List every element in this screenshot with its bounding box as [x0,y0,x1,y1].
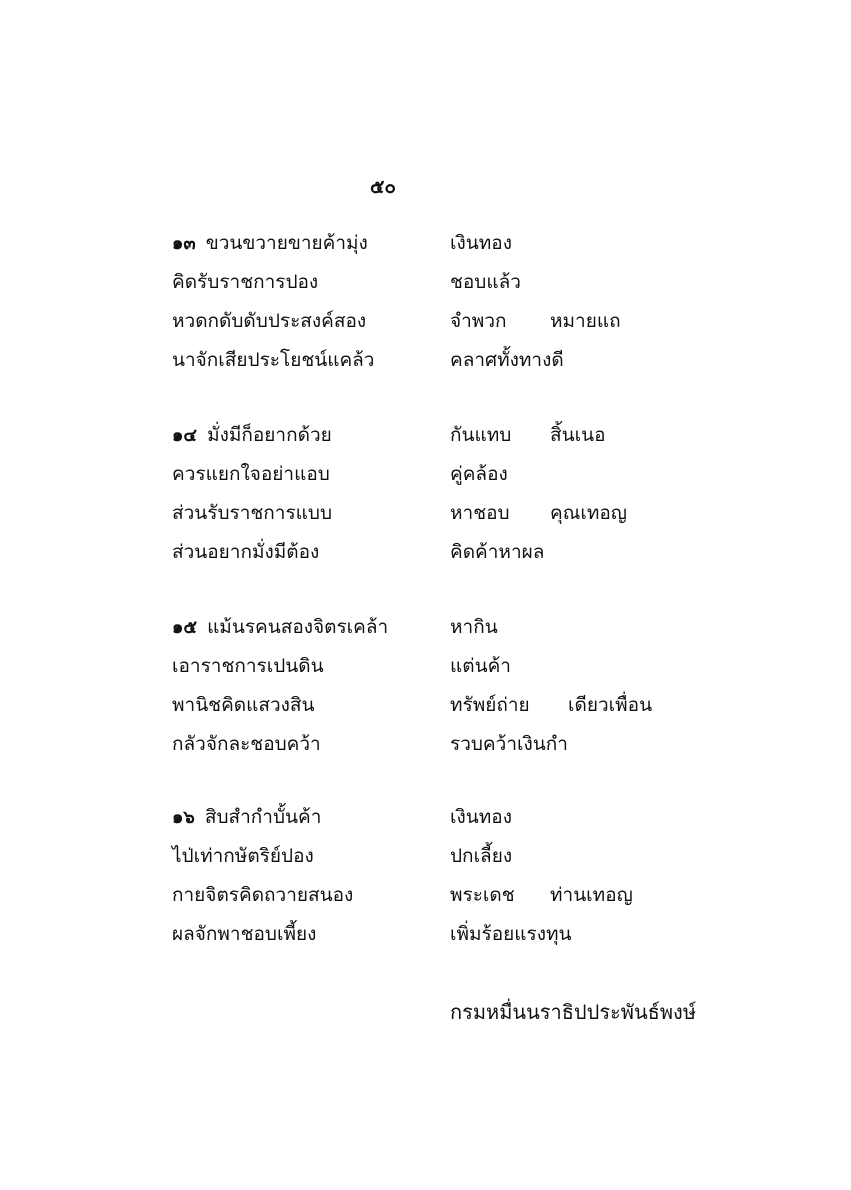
verse-second-half: ปกเลี้ยง [450,845,513,867]
verse-line [172,647,732,686]
verse-line [172,494,732,533]
verse-second-half: จำพวก [450,310,507,332]
stanza-number: ๑๕ [172,617,198,638]
verse-first-half [172,224,368,263]
verse-second-half: กันแทบ [450,424,512,446]
verse-second-half: หากิน [450,616,498,638]
verse-first-half: ส่วนอยากมั่งมีต้อง [172,541,320,563]
verse-first-half: พานิชคิดแสวงสิน [172,694,315,716]
verse-first-half: นาจักเสียประโยชน์แคล้ว [172,349,375,371]
stanza-number: ๑๓ [172,233,196,254]
verse-first-half [172,798,321,837]
verse-line [172,837,732,876]
verse-first-half [172,608,388,647]
verse-text: มั่งมีก็อยากด้วย [207,424,332,446]
verse-line [172,608,732,647]
verse-second-half: คิดค้าหาผล [450,541,545,563]
verse-second-half: เงินทอง [450,232,512,254]
verse-second-half: พระเดช [450,884,515,906]
verse-line [172,876,732,915]
verse-line [172,798,732,837]
verse-second-half: คลาศทั้งทางดี [450,349,564,371]
verse-second-half: เงินทอง [450,806,512,828]
verse-second-half: รวบคว้าเงินกำ [450,733,568,755]
verse-text: ขวนขวายขายค้ามุ่ง [205,232,368,254]
verse-second-half: ทรัพย์ถ่าย [450,694,530,716]
stanza-number: ๑๖ [172,807,195,828]
verse-line [172,224,732,263]
author-signature: กรมหมื่นนราธิปประพันธ์พงษ์ [450,1000,696,1024]
stanza-number: ๑๔ [172,425,198,446]
verse-line [172,263,732,302]
stanza [172,608,732,764]
verse-first-half: ผลจักพาชอบเพี้ยง [172,923,317,945]
page-number: ๕๐ [370,176,396,198]
verse-line [172,341,732,380]
verse-first-half: กลัวจักละชอบคว้า [172,733,321,755]
verse-line [172,686,732,725]
verse-second-half: หาชอบ [450,502,510,524]
verse-text: แม้นรคนสองจิตรเคล้า [207,616,389,638]
verse-line [172,302,732,341]
verse-first-half [172,416,332,455]
stanza [172,224,732,380]
verse-second-half: คู่คล้อง [450,463,508,485]
stanza [172,798,732,954]
verse-line [172,533,732,572]
verse-third-part: คุณเทอญ [550,502,627,524]
stanza [172,416,732,572]
verse-third-part: หมายแถ [550,310,621,332]
verse-line [172,455,732,494]
verse-line [172,725,732,764]
verse-third-part: เดียวเพื่อน [568,694,653,716]
verse-third-part: ท่านเทอญ [550,884,633,906]
verse-first-half: กายจิตรคิดถวายสนอง [172,884,354,906]
verse-first-half: เอาราชการเปนดิน [172,655,324,677]
verse-text: สิบสำกำบั้นค้า [204,806,322,828]
verse-line [172,915,732,954]
verse-third-part: สิ้นเนอ [550,424,606,446]
verse-second-half: แต่นค้า [450,655,511,677]
verse-line [172,416,732,455]
verse-first-half: ควรแยกใจอย่าแอบ [172,463,330,485]
verse-first-half: คิดรับราชการปอง [172,271,319,293]
verse-second-half: เพิ่มร้อยแรงทุน [450,923,572,945]
verse-first-half: ส่วนรับราชการแบบ [172,502,333,524]
verse-second-half: ชอบแล้ว [450,271,521,293]
verse-first-half: ไป่เท่ากษัตริย์ปอง [172,845,314,867]
verse-first-half: หวดกดับดับประสงค์สอง [172,310,367,332]
